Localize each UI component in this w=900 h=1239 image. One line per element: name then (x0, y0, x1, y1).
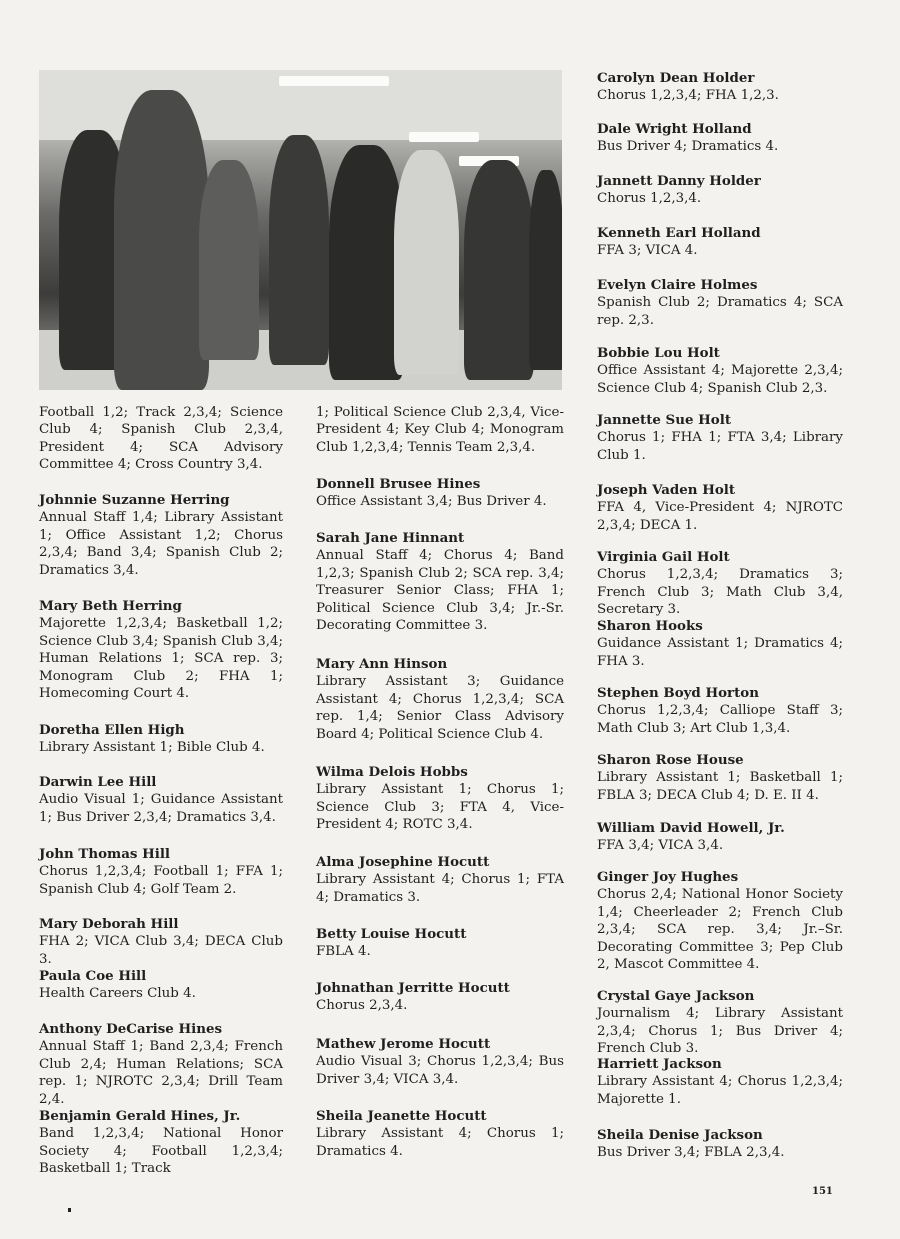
student-entry (39, 1021, 283, 1108)
student-name: Wilma Delois Hobbs (316, 764, 468, 780)
student-activities: Health Careers Club 4. (39, 986, 196, 1002)
student-name: Doretha Ellen High (39, 722, 185, 738)
student-name: Mathew Jerome Hocutt (316, 1036, 491, 1052)
student-activities: Audio Visual 3; Chorus 1,2,3,4; Bus Driver 3,4; VICA 3,4. (316, 1054, 564, 1087)
student-entry (597, 869, 843, 973)
student-activities: Annual Staff 1,4; Library Assistant 1; Office Assistant 1,2; Chorus 2,3,4; Band 3,4; Spanish Club 2; Dramatics 3,4. (39, 510, 283, 578)
student-activities: Journalism 4; Library Assistant 2,3,4; Chorus 1; Bus Driver 4; French Club 3. (597, 1006, 843, 1057)
student-entry (39, 774, 283, 826)
student-entry (39, 598, 283, 702)
student-name: Mary Beth Herring (39, 598, 182, 614)
student-entry (597, 549, 843, 619)
student-activities: Library Assistant 4; Chorus 1; FTA 4; Dramatics 3. (316, 872, 564, 905)
student-entry (316, 1108, 564, 1160)
student-activities: FFA 4, Vice-President 4; NJROTC 2,3,4; DECA 1. (597, 500, 843, 533)
student-entry (597, 277, 843, 329)
student-name: Johnnie Suzanne Herring (39, 492, 230, 508)
student-entry (316, 1036, 564, 1088)
student-entry (597, 988, 843, 1058)
student-name: Bobbie Lou Holt (597, 345, 720, 361)
student-entry (316, 926, 564, 961)
student-activities: 1; Political Science Club 2,3,4, Vice-President 4; Key Club 4; Monogram Club 1,2,3,4; Tennis Team 2,3,4. (316, 405, 564, 455)
student-figure (329, 145, 404, 380)
student-activities: Band 1,2,3,4; National Honor Society 4; Football 1,2,3,4; Basketball 1; Track (39, 1126, 283, 1177)
student-name: Alma Josephine Hocutt (316, 854, 490, 870)
student-activities: Annual Staff 4; Chorus 4; Band 1,2,3; Spanish Club 2; SCA rep. 3,4; Treasurer Senior Class; FHA 1; Political Science Club 3,4; Jr.-Sr. Decorating Committee 3. (316, 548, 564, 634)
student-entry (597, 1056, 843, 1108)
student-entry (39, 916, 283, 968)
student-name: Darwin Lee Hill (39, 774, 157, 790)
student-entry (597, 345, 843, 397)
student-entry (316, 980, 564, 1015)
student-name: William David Howell, Jr. (597, 820, 785, 836)
student-name: Joseph Vaden Holt (597, 482, 736, 498)
student-activities: Chorus 1; FHA 1; FTA 3,4; Library Club 1. (597, 430, 843, 463)
student-name: Sharon Rose House (597, 752, 744, 768)
student-entry (597, 618, 843, 670)
student-entry (597, 225, 843, 260)
student-activities: FFA 3,4; VICA 3,4. (597, 838, 724, 854)
student-name: Carolyn Dean Holder (597, 70, 755, 86)
student-activities: Chorus 1,2,3,4; FHA 1,2,3. (597, 88, 779, 104)
student-activities: Audio Visual 1; Guidance Assistant 1; Bus Driver 2,3,4; Dramatics 3,4. (39, 792, 283, 825)
student-activities: Chorus 1,2,3,4; Calliope Staff 3; Math Club 3; Art Club 1,3,4. (597, 703, 843, 736)
student-name: Anthony DeCarise Hines (39, 1021, 223, 1037)
student-activities: Office Assistant 4; Majorette 2,3,4; Science Club 4; Spanish Club 2,3. (597, 363, 843, 396)
student-entry (316, 656, 564, 743)
ceiling-light (279, 76, 389, 86)
student-entry (316, 476, 564, 511)
student-activities: Chorus 1,2,3,4; Dramatics 3; French Club 3; Math Club 3,4, Secretary 3. (597, 567, 843, 618)
student-activities: Library Assistant 4; Chorus 1,2,3,4; Majorette 1. (597, 1074, 843, 1107)
student-activities: Office Assistant 3,4; Bus Driver 4. (316, 494, 547, 510)
student-activities: Bus Driver 3,4; FBLA 2,3,4. (597, 1145, 785, 1161)
student-name: Sheila Jeanette Hocutt (316, 1108, 487, 1124)
student-name: Johnathan Jerritte Hocutt (316, 980, 510, 996)
student-entry (39, 846, 283, 898)
page-number: 151 (812, 1186, 833, 1197)
student-activities: Spanish Club 2; Dramatics 4; SCA rep. 2,3. (597, 295, 843, 328)
student-activities: Chorus 2,4; National Honor Society 1,4; Cheerleader 2; French Club 2,3,4; SCA rep. 3,4; Jr.–Sr. Decorating Committee 3; Pep Club 2, Mascot Committee 4. (597, 887, 843, 973)
student-entry (316, 764, 564, 834)
student-name: Virginia Gail Holt (597, 549, 730, 565)
student-entry (39, 492, 283, 579)
hallway-photo (39, 70, 562, 390)
student-activities: Library Assistant 3; Guidance Assistant 4; Chorus 1,2,3,4; SCA rep. 1,4; Senior Class Advisory Board 4; Political Science Club 4. (316, 674, 564, 742)
student-entry (316, 404, 564, 456)
student-activities: FBLA 4. (316, 944, 371, 960)
student-name: Mary Deborah Hill (39, 916, 179, 932)
student-name: Sheila Denise Jackson (597, 1127, 763, 1143)
student-entry (597, 685, 843, 737)
student-entry (597, 173, 843, 208)
student-name: Benjamin Gerald Hines, Jr. (39, 1108, 241, 1124)
student-activities: FHA 2; VICA Club 3,4; DECA Club 3. (39, 934, 283, 967)
student-figure (394, 150, 459, 375)
student-name: Sharon Hooks (597, 618, 703, 634)
student-activities: Football 1,2; Track 2,3,4; Science Club 4; Spanish Club 2,3,4, President 4; SCA Advisory Committee 4; Cross Country 3,4. (39, 405, 283, 473)
student-activities: Chorus 1,2,3,4; Football 1; FFA 1; Spanish Club 4; Golf Team 2. (39, 864, 283, 897)
student-name: Mary Ann Hinson (316, 656, 448, 672)
student-figure (529, 170, 562, 370)
student-name: Paula Coe Hill (39, 968, 147, 984)
student-figure (199, 160, 259, 360)
student-activities: Library Assistant 1; Basketball 1; FBLA 3; DECA Club 4; D. E. II 4. (597, 770, 843, 803)
student-name: Harriett Jackson (597, 1056, 722, 1072)
student-name: Jannette Sue Holt (597, 412, 731, 428)
student-entry (597, 820, 843, 855)
student-figure (269, 135, 329, 365)
student-figure (464, 160, 534, 380)
student-activities: Library Assistant 4; Chorus 1; Dramatics 4. (316, 1126, 564, 1159)
student-entry (316, 854, 564, 906)
student-activities: Library Assistant 1; Chorus 1; Science Club 3; FTA 4, Vice-President 4; ROTC 3,4. (316, 782, 564, 833)
student-name: Ginger Joy Hughes (597, 869, 739, 885)
student-activities: Chorus 1,2,3,4. (597, 191, 702, 207)
student-activities: Majorette 1,2,3,4; Basketball 1,2; Science Club 3,4; Spanish Club 3,4; Human Relations 1; SCA rep. 3; Monogram Club 2; FHA 1; Homecoming Court 4. (39, 616, 283, 702)
student-figure (114, 90, 209, 390)
student-activities: FFA 3; VICA 4. (597, 243, 698, 259)
student-name: Evelyn Claire Holmes (597, 277, 758, 293)
print-mark (68, 1208, 71, 1212)
student-name: Sarah Jane Hinnant (316, 530, 465, 546)
student-entry (597, 412, 843, 464)
student-entry (39, 968, 283, 1003)
ceiling-light (409, 132, 479, 142)
student-name: Betty Louise Hocutt (316, 926, 467, 942)
student-entry (597, 1127, 843, 1162)
student-activities: Chorus 2,3,4. (316, 998, 408, 1014)
student-activities: Bus Driver 4; Dramatics 4. (597, 139, 779, 155)
student-entry (597, 70, 843, 105)
student-entry (597, 121, 843, 156)
student-entry (39, 404, 283, 474)
student-name: Jannett Danny Holder (597, 173, 761, 189)
student-name: Kenneth Earl Holland (597, 225, 761, 241)
student-name: Crystal Gaye Jackson (597, 988, 755, 1004)
student-name: John Thomas Hill (39, 846, 170, 862)
student-entry (597, 482, 843, 534)
student-name: Dale Wright Holland (597, 121, 752, 137)
student-name: Stephen Boyd Horton (597, 685, 759, 701)
student-entry (39, 1108, 283, 1178)
student-activities: Annual Staff 1; Band 2,3,4; French Club 2,4; Human Relations; SCA rep. 1; NJROTC 2,3,4; Drill Team 2,4. (39, 1039, 283, 1107)
student-entry (316, 530, 564, 634)
student-entry (39, 722, 283, 757)
student-name: Donnell Brusee Hines (316, 476, 481, 492)
student-activities: Guidance Assistant 1; Dramatics 4; FHA 3. (597, 636, 843, 669)
student-activities: Library Assistant 1; Bible Club 4. (39, 740, 265, 756)
student-entry (597, 752, 843, 804)
